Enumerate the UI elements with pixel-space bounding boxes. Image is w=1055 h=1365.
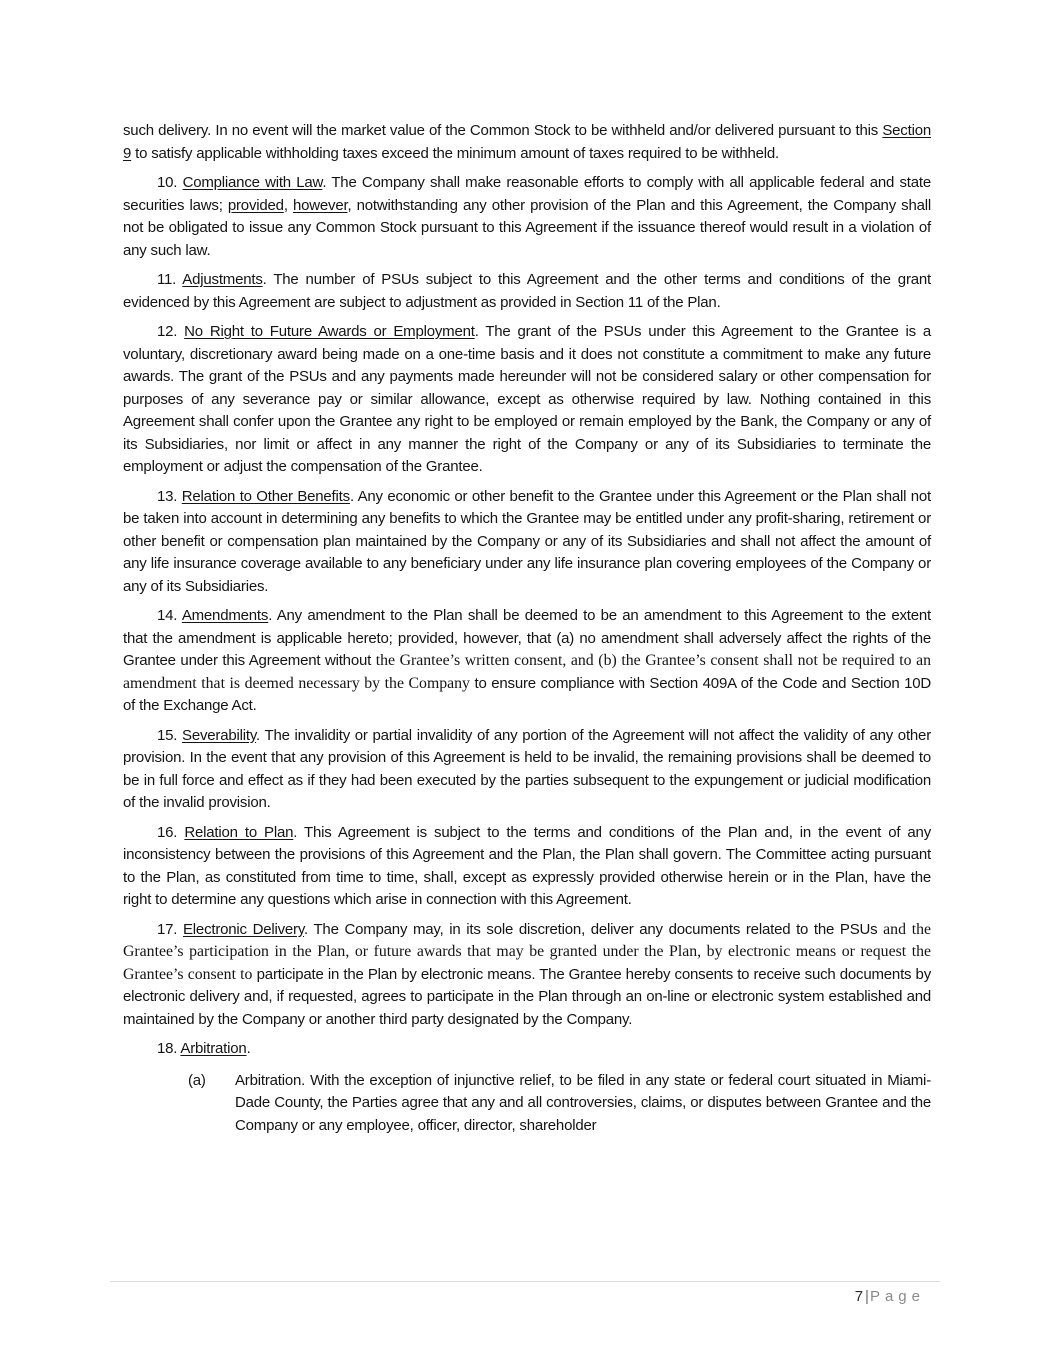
body-text: 15. [157,726,183,744]
underlined-text: however [292,196,348,214]
body-text: 11. [157,271,183,288]
body-text: participate in the Plan by electronic means. The Grantee hereby consents to receive such documents by electronic delivery and, if requested, agrees to participate in the Plan through an on-line or electronic system established and maintained by the Company or another third party designated by the Company. [123,965,931,1028]
underlined-text: Arbitration [180,1040,247,1057]
body-text: Arbitration. With the exception of injunctive relief, to be filed in any state or federal court situated in Miami-Dade County, the Parties agree that any and all controversies, claims, or disputes between Grantee and the Company or any employee, officer, director, shareholder [235,1071,931,1134]
underlined-text: Relation to Other Benefits [181,487,350,505]
section-paragraph [123,321,931,479]
footer-separator: | [865,1288,869,1305]
body-text: 12. [157,323,185,340]
body-text: 17. [157,920,183,938]
underlined-text: No Right to Future Awards or Employment [184,323,475,340]
page-footer [855,1288,925,1305]
section-paragraph [123,822,931,912]
body-text: . The Company may, in its sole discretion, deliver any documents related to the PSUs [304,920,884,938]
body-text: . Any economic or other benefit to the Grantee under this Agreement or the Plan shall not be taken into account in determining any benefits to which the Grantee may be entitled under any profit-sharing, retirement or other benefit or compensation plan maintained by the Company or any of its Subsidiaries and shall not affect the amount of any life insurance coverage available to any beneficiary under any life insurance plan covering employees of the Company or any of its Subsidiaries. [123,487,932,595]
underlined-text: Section 9 [123,122,931,162]
serif-text: the Grantee’s written consent, and (b) the Grantee’s consent shall not be required to an amendment that is deemed necessary by the Company [123,652,931,692]
body-text: . [246,1040,251,1057]
body-text: . The Company shall make reasonable efforts to comply with all applicable federal and state securities laws; [123,174,931,214]
section-paragraph [123,172,931,262]
footer-divider [110,1281,940,1282]
underlined-text: Electronic Delivery [182,920,305,938]
section-paragraph [123,725,931,815]
list-item-marker: (a) [188,1071,206,1089]
section-paragraph [123,269,931,314]
serif-text: and the Grantee’s participation in the Plan, or future awards that may be granted under the Plan, by electronic means or request the Grantee’s consent to [123,920,931,983]
list-item [123,1070,931,1138]
underlined-text: Severability [182,726,257,744]
body-text: to ensure compliance with Section 409A of the Code and Section 10D of the Exchange Act. [123,674,931,714]
body-text: such delivery. In no event will the market value of the Common Stock to be withheld and/or delivered pursuant to this [123,122,883,139]
underlined-text: Amendments [181,607,269,624]
underlined-text: provided [227,196,284,214]
document-body [123,120,931,1144]
body-text: . Any amendment to the Plan shall be deemed to be an amendment to this Agreement to the extent that the amendment is applicable hereto; provided, however, that (a) no amendment shall adversely affect the rights of the Grantee under this Agreement without [123,607,931,669]
footer-page-label: Page [869,1288,925,1305]
body-text: 14. [157,607,182,624]
body-text: , [283,196,293,214]
page-number: 7 [854,1288,864,1305]
body-text: . The number of PSUs subject to this Agreement and the other terms and conditions of the grant evidenced by this Agreement are subject to adjustment as provided in Section 11 of the Plan. [123,271,931,311]
body-text: . The grant of the PSUs under this Agreement to the Grantee is a voluntary, discretionary award being made on a one-time basis and it does not constitute a commitment to make any future awards. The grant of the PSUs and any payments made hereunder will not be considered salary or other compensation for purposes of any severance pay or similar allowance, except as otherwise required by law. Nothing contained in this Agreement shall confer upon the Grantee any right to be employed or remain employed by the Bank, the Company or any of its Subsidiaries, nor limit or affect in any manner the right of the Company or any of its Subsidiaries to terminate the employment or adjust the compensation of the Grantee. [123,323,931,475]
body-text: 13. [157,487,182,505]
body-text: 10. [157,174,183,191]
underlined-text: Relation to Plan [184,823,294,841]
body-text: , notwithstanding any other provision of the Plan and this Agreement, the Company shall not be obligated to issue any Common Stock pursuant to this Agreement if the issuance thereof would result in a violation of any such law. [123,196,932,259]
section-paragraph [123,486,931,599]
body-text: to satisfy applicable withholding taxes exceed the minimum amount of taxes required to be withheld. [131,144,780,162]
section-paragraph [123,919,931,1032]
underlined-text: Adjustments [182,271,263,288]
body-text: 16. [157,823,185,841]
body-text: . The invalidity or partial invalidity of any portion of the Agreement will not affect the validity of any other provision. In the event that any provision of this Agreement is held to be invalid, the remaining provisions shall be deemed to be in full force and effect as if they had been executed by the parties subsequent to the expungement or judicial modification of the invalid provision. [123,726,931,811]
section-paragraph [123,605,931,718]
body-text: 18. [157,1040,181,1057]
section-paragraph [123,1038,931,1061]
body-text: . This Agreement is subject to the terms and conditions of the Plan and, in the event of any inconsistency between the provisions of this Agreement and the Plan, the Plan shall govern. The Committee acting pursuant to the Plan, as constituted from time to time, shall, except as expressly provided otherwise herein or in the Plan, have the right to determine any questions which arise in connection with this Agreement. [123,823,931,908]
underlined-text: Compliance with Law [182,174,323,191]
paragraph [123,120,931,165]
